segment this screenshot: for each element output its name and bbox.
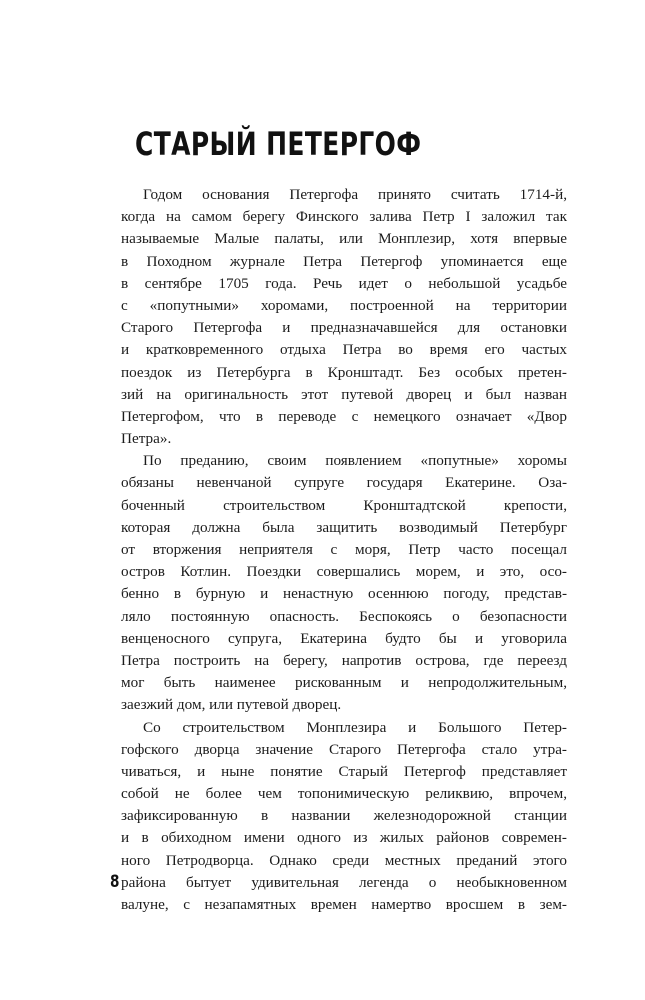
text-line: Петергофом, что в переводе с немецкого означает «Двор [121,407,567,425]
text-line: Петра построить на берегу, напротив острова, где переезд [121,651,567,669]
text-line: заезжий дом, или путевой дворец. [121,696,342,714]
text-line: называемые Малые палаты, или Монплезир, хотя впервые [121,230,567,248]
text-line: от вторжения неприятеля с моря, Петр часто посещал [121,541,567,558]
chapter-title: СТАРЫЙ ПЕТЕРГОФ [135,125,422,163]
text-line: гофского дворца значение Старого Петергофа стало утра- [121,740,567,758]
text-line: собой не более чем топонимическую реликвию, впрочем, [121,785,567,803]
text-line: валуне, с незапамятных времен намертво вросшем в зем- [121,896,567,913]
text-line: остров Котлин. Поездки совершались морем, и это, осо- [121,563,567,581]
text-line: и в обиходном имени одного из жилых районов современ- [121,829,567,847]
text-line: чиваться, и ныне понятие Старый Петергоф представляет [121,762,567,780]
text-line: и кратковременного отдыха Петра во время его частых [121,341,567,359]
paragraph-3 [121,717,567,917]
text-line: Годом основания Петергофа принято считать 1714-й, [143,186,567,203]
text-line: поездок из Петербурга в Кронштадт. Без особых претен- [121,363,567,381]
text-line: Старого Петергофа и предназначавшейся для остановки [121,319,567,337]
text-line: Петра». [121,430,172,448]
text-line: в Походном журнале Петра Петергоф упоминается еще [121,252,567,270]
text-line: венценосного супруга, Екатерина будто бы и уговорила [121,629,567,647]
text-line: в сентябре 1705 года. Речь идет о небольшой усадьбе [121,274,567,292]
paragraph-1 [121,184,567,450]
text-line: зафиксированную в названии железнодорожной станции [121,807,567,825]
text-line: когда на самом берегу Финского залива Петр I заложил так [121,208,567,226]
paragraph-2 [121,450,567,716]
text-line: которая должна была защитить возводимый Петербург [121,518,567,536]
text-line: района бытует удивительная легенда о необыкновенном [121,873,567,891]
text-line: ляло постоянную опасность. Беспокоясь о безопасности [121,607,567,625]
body-text [121,184,567,916]
text-line: мог быть наименее рискованным и непродолжительным, [121,674,567,692]
text-line: бенно в бурную и ненастную осеннюю погоду, представ- [121,585,567,603]
text-line: боченный строительством Кронштадтской крепости, [121,496,567,514]
text-line: ного Петродворца. Однако среди местных преданий этого [121,851,567,869]
text-line: Со строительством Монплезира и Большого Петер- [143,718,567,736]
text-line: По преданию, своим появлением «попутные» хоромы [143,452,567,470]
text-line: с «попутными» хоромами, построенной на территории [121,296,567,314]
text-line: зий на оригинальность этот путевой дворец и был назван [121,385,567,403]
text-line: обязаны невенчаной супруге государя Екатерине. Оза- [121,474,567,492]
page-number: 8 [110,872,120,892]
